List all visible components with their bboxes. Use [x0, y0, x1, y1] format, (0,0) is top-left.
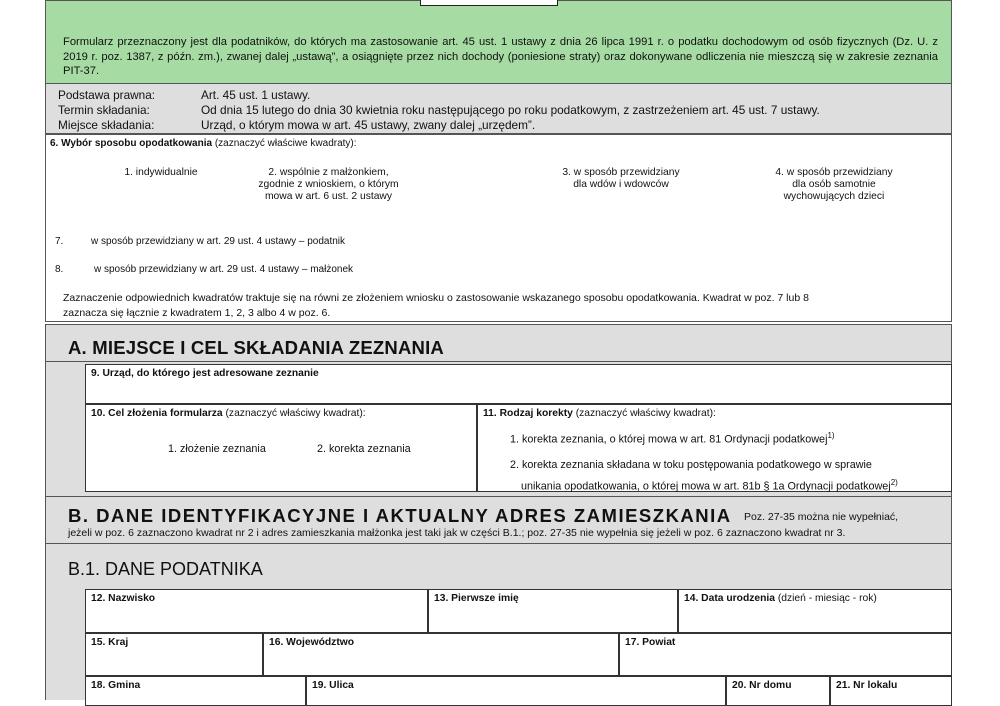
correction-option-2-label: unikania opodatkowania, o której mowa w art. 81b § 1a Ordynacji podatkowej [521, 480, 891, 493]
option-individual[interactable] [106, 167, 216, 179]
field-14-title: 14. Data urodzenia [684, 593, 775, 604]
county-field[interactable] [619, 633, 952, 676]
field-10-hint: (zaznaczyć właściwy kwadrat): [222, 408, 366, 419]
option-label: mowa w art. 6 ust. 2 ustawy [264, 191, 393, 202]
field-16-label: 16. Województwo [269, 637, 355, 648]
legal-value: Od dnia 15 lutego do dnia 30 kwietnia roku następującego po roku podatkowym, z zastrzeżeniem art. 45 ust. 7 ustawy. [201, 103, 820, 117]
legal-key: Miejsce składania: [58, 118, 155, 132]
footnote-2-marker: 2) [890, 478, 898, 487]
field-20-label: 20. Nr domu [732, 680, 792, 691]
legal-info-panel [45, 84, 952, 134]
form-intro-text: Formularz przeznaczony jest dla podatników, do których ma zastosowanie art. 45 ust. 1 ustawy z dnia 26 lipca 1991 r. o podatku dochodowym od osób fizycznych (Dz. U. z 2019 r. poz. 1387, z późn. zm.), zwanej dalej „ustawą”, a osiągnięte przez nich dochody (poniesione straty) oraz dokonywane odliczenia nie mieszczą się w zakresie zeznania PIT-37. [63, 36, 938, 77]
field-11-title: 11. Rodzaj korekty [483, 408, 573, 419]
legal-row [58, 118, 535, 132]
voivodeship-field[interactable] [263, 633, 619, 676]
header-top-box [420, 0, 558, 6]
field-15-label: 15. Kraj [91, 637, 129, 648]
legal-key: Termin składania: [58, 103, 150, 117]
option-label: dla osób samotnie [792, 179, 876, 190]
field-14-label [684, 593, 877, 604]
form-purpose-field [85, 404, 477, 492]
field-10-title: 10. Cel złożenia formularza [91, 408, 223, 419]
option-jointly[interactable] [241, 167, 416, 203]
position-7-checkbox-label[interactable]: w sposób przewidziany w art. 29 ust. 4 ustawy – podatnik [91, 236, 346, 247]
legal-row [58, 103, 820, 117]
purpose-option-submission[interactable]: 1. złożenie zeznania [168, 443, 266, 455]
correction-option-2[interactable] [510, 457, 898, 496]
section-b-note: jeżeli w poz. 6 zaznaczono kwadrat nr 2 i adres zamieszkania małżonka jest taki jak w części B.1.; poz. 27-35 nie wypełnia się jeżeli w poz. 6 zaznaczono kwadrat nr 3. [68, 527, 846, 539]
legal-row [58, 88, 310, 102]
purpose-option-correction[interactable]: 2. korekta zeznania [317, 443, 411, 455]
apartment-number-field[interactable] [830, 676, 952, 706]
legal-key: Podstawa prawna: [58, 88, 156, 102]
legal-value: Urząd, o którym mowa w art. 45 ustawy, zwany dalej „urzędem”. [201, 118, 536, 132]
option-label: dla wdów i wdowców [573, 179, 669, 190]
municipality-field[interactable] [85, 676, 306, 706]
section-a-title: A. MIEJSCE I CEL SKŁADANIA ZEZNANIA [68, 337, 444, 358]
correction-option-1-label: 1. korekta zeznania, o której mowa w art. 81 Ordynacji podatkowej [510, 433, 828, 446]
taxation-note [63, 291, 943, 320]
field-10-label [91, 408, 366, 419]
section-a-header [45, 324, 952, 362]
option-single-parent[interactable] [754, 167, 914, 203]
taxation-note-line: Zaznaczenie odpowiednich kwadratów traktuje się na równi ze złożeniem wniosku o zastosowanie wskazanego sposobu opodatkowania. Kwadrat w poz. 7 lub 8 [63, 292, 809, 304]
field-17-label: 17. Powiat [625, 637, 676, 648]
option-label: wychowujących dzieci [783, 191, 885, 202]
field-6-label: 6. Wybór sposobu opodatkowania [50, 138, 213, 149]
section-b-note-start: Poz. 27-35 można nie wypełniać, [744, 511, 899, 523]
option-label: zgodnie z wnioskiem, o którym [258, 179, 399, 190]
field-19-label: 19. Ulica [312, 680, 354, 691]
position-8-checkbox-label[interactable]: w sposób przewidziany w art. 29 ust. 4 ustawy – małżonek [94, 264, 354, 275]
field-14-hint: (dzień - miesiąc - rok) [774, 593, 877, 604]
position-8-number: 8. [55, 264, 64, 275]
taxation-method-section [45, 134, 952, 322]
first-name-field[interactable] [428, 589, 678, 633]
field-9-label: 9. Urząd, do którego jest adresowane zeznanie [91, 368, 319, 379]
option-widow[interactable] [541, 167, 701, 191]
country-field[interactable] [85, 633, 263, 676]
last-name-field[interactable] [85, 589, 428, 633]
field-13-label: 13. Pierwsze imię [434, 593, 519, 604]
correction-type-field [477, 404, 952, 492]
section-b-header [45, 496, 952, 544]
footnote-1-marker: 1) [827, 431, 835, 440]
option-label: 4. w sposób przewidziany [775, 167, 893, 178]
taxation-note-line: zaznacza się łącznie z kwadratem 1, 2, 3 albo 4 w poz. 6. [63, 306, 331, 319]
legal-value: Art. 45 ust. 1 ustawy. [201, 88, 311, 102]
field-18-label: 18. Gmina [91, 680, 141, 691]
position-7-number: 7. [55, 236, 64, 247]
option-label: 1. indywidualnie [124, 167, 198, 178]
tax-office-field[interactable] [85, 364, 952, 404]
field-12-label: 12. Nazwisko [91, 593, 156, 604]
section-b1-title: B.1. DANE PODATNIKA [68, 559, 263, 579]
street-field[interactable] [306, 676, 726, 706]
option-label: 3. w sposób przewidziany [562, 167, 680, 178]
birth-date-field[interactable] [678, 589, 952, 633]
field-6-hint: (zaznaczyć właściwe kwadraty): [212, 138, 357, 149]
option-label: 2. wspólnie z małżonkiem, [268, 167, 389, 178]
correction-option-1[interactable] [510, 431, 835, 446]
section-b-title: B. DANE IDENTYFIKACYJNE I AKTUALNY ADRES ZAMIESZKANIA [68, 505, 732, 526]
field-21-label: 21. Nr lokalu [836, 680, 898, 691]
correction-option-2-label: 2. korekta zeznania składana w toku postępowania podatkowego w sprawie [510, 459, 872, 471]
taxation-method-title [50, 138, 357, 149]
field-11-label [483, 408, 716, 419]
field-11-hint: (zaznaczyć właściwy kwadrat): [572, 408, 716, 419]
house-number-field[interactable] [726, 676, 830, 706]
